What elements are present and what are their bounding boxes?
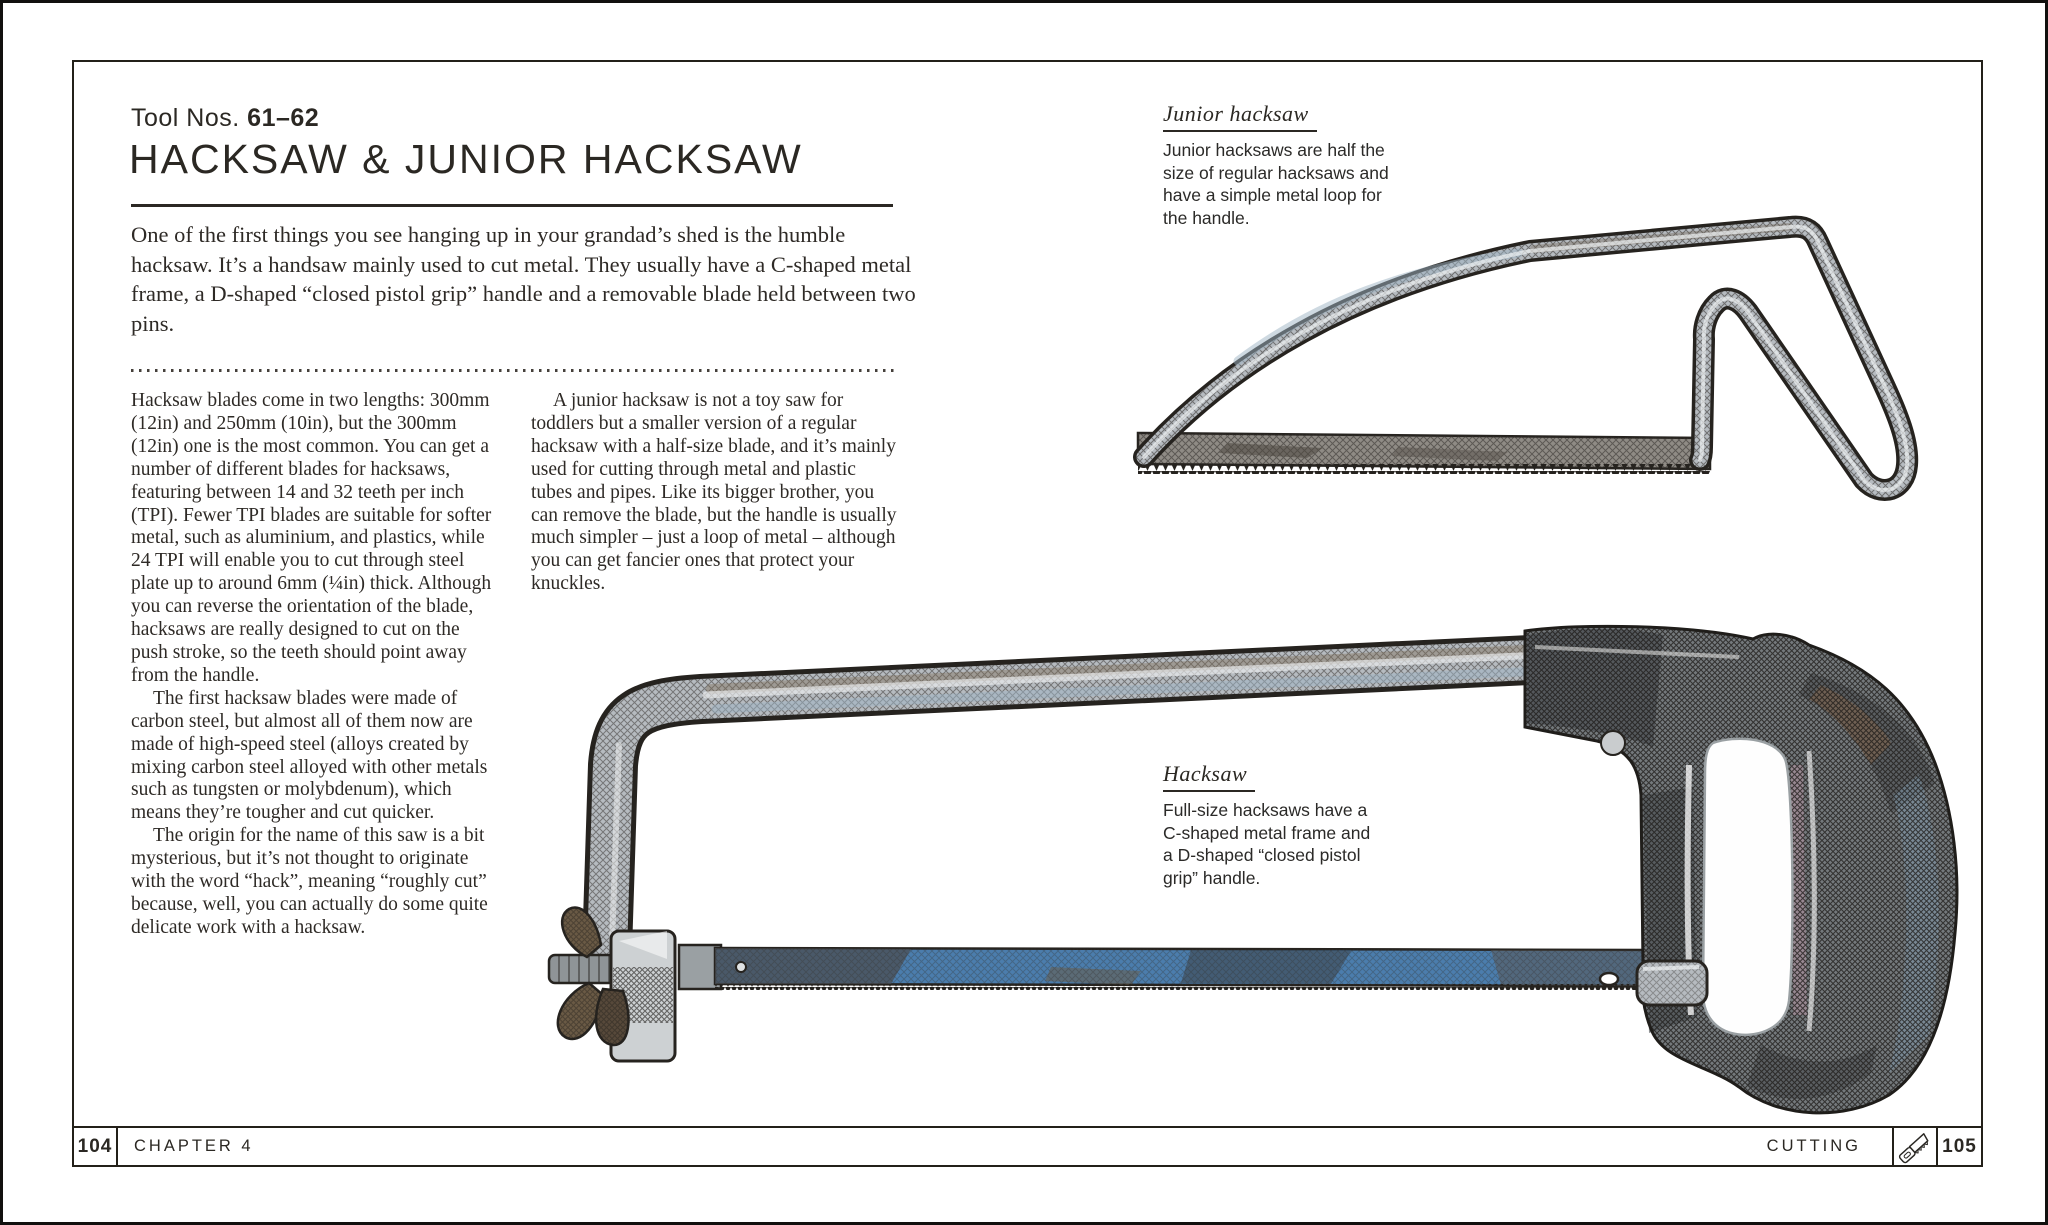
junior-hacksaw-illustration [1098, 181, 1978, 511]
hacksaw-blade [679, 945, 1671, 990]
hacksaw-frame [607, 649, 1551, 951]
body-paragraph: A junior hacksaw is not a toy saw for toddlers but a smaller version of a regular hacksaw with a half-size blade, and it’s mainly used for cutting through metal and plastic tubes and pipes. Like its bigger brother, you can remove the blade, but the handle is usually much simpler – just a loop of metal – although you can get fancier ones that protect your knuckles. [531, 390, 897, 595]
hacksaw-handle [1525, 626, 1957, 1113]
hacksaw-caption [1163, 761, 1403, 889]
junior-hacksaw-caption [1163, 101, 1413, 229]
chapter-label: CHAPTER 4 [134, 1137, 254, 1155]
handsaw-icon [1895, 1129, 1935, 1165]
section-label: CUTTING [1766, 1137, 1861, 1155]
footer-divider [74, 1126, 1981, 1128]
tool-number-value: 61–62 [247, 104, 320, 132]
junior-caption-heading: Junior hacksaw [1163, 101, 1317, 132]
blade-adapter [1637, 961, 1707, 1005]
body-paragraph: The first hacksaw blades were made of carbon steel, but almost all of them now are made of high-speed steel (alloys created by mixing carbon steel alloyed with other metals such as tungsten or molybdenum), which means they’re tougher and cut quicker. [131, 687, 488, 824]
body-paragraph: The origin for the name of this saw is a bit mysterious, but it’s not thought to originate with the word “hack”, meaning “roughly cut” because, well, you can actually do some quite delicate work with a hacksaw. [131, 825, 488, 938]
page-title: HACKSAW & JUNIOR HACKSAW [129, 136, 803, 182]
body-paragraph: Hacksaw blades come in two lengths: 300mm (12in) and 250mm (10in), but the 300mm (12in) one is the most common. You can get a number of different blades for hacksaws, featuring between 14 and 32 teeth per inch (TPI). Fewer TPI blades are suitable for softer metal, such as aluminium, and plastics, while 24 TPI will enable you to cut through steel plate up to around 6mm (¼in) thick. Although you can reverse the orientation of the blade, hacksaws are really designed to cut on the push stroke, so the teeth should point away from the handle. [131, 390, 492, 686]
junior-caption-body: Junior hacksaws are half the size of regular hacksaws and have a simple metal loop for the handle. [1163, 140, 1389, 228]
page-number-right: 105 [1942, 1135, 1977, 1157]
hacksaw-caption-body: Full-size hacksaws have a C-shaped metal frame and a D-shaped “closed pistol grip” handle. [1163, 800, 1371, 888]
page-number-left: 104 [74, 1128, 118, 1165]
intro-paragraph: One of the first things you see hanging up in your grandad’s shed is the humble hacksaw. It’s a handsaw mainly used to cut metal. They usually have a C-shaped metal frame, a D-shaped “closed pistol grip” handle and a removable blade held between two pins. [131, 222, 916, 336]
hacksaw-caption-heading: Hacksaw [1163, 761, 1255, 792]
footer-icon-box [1892, 1128, 1938, 1165]
junior-blade [1138, 433, 1710, 474]
tool-number-label: Tool Nos. [131, 104, 240, 132]
